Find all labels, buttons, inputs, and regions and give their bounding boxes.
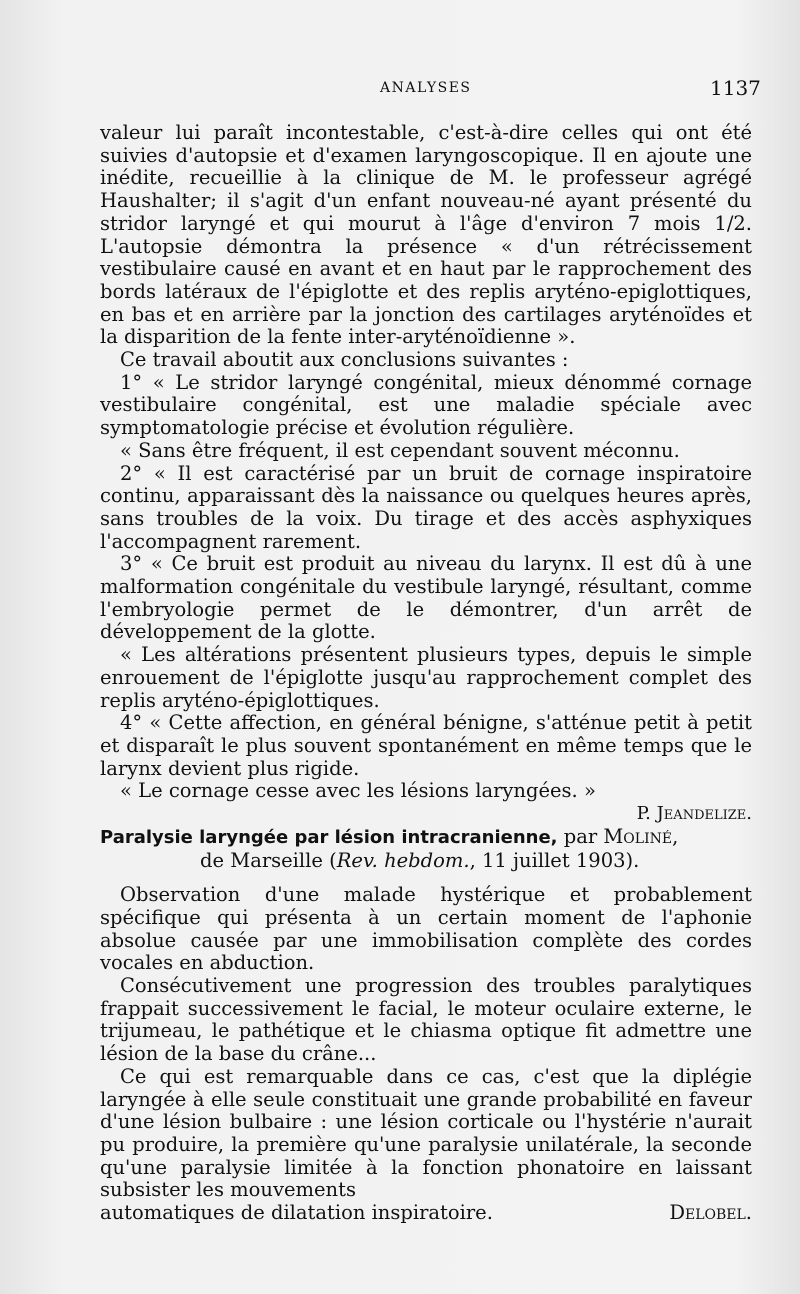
signature-name: Delobel.: [669, 1201, 752, 1225]
article-title: [100, 826, 752, 872]
paragraph: Ce travail aboutit aux conclusions suivantes :: [120, 348, 569, 372]
signature: [100, 803, 752, 826]
article-title-text: Paralysie laryngée par lésion intracranienne,: [100, 826, 558, 848]
signature-initial: P.: [636, 803, 657, 825]
reference-prefix: de Marseille (: [200, 848, 337, 872]
paragraph: 3° « Ce bruit est produit au niveau du larynx. Il est dû à une malformation congénitale du vestibule laryngé, résultant, comme l'embryologie permet de le démontrer, d'un arrêt de développement de la glotte.: [100, 552, 752, 644]
page-number: 1137: [710, 76, 761, 100]
running-title: ANALYSES: [380, 80, 472, 96]
reference-suffix: , 11 juillet 1903).: [469, 848, 640, 872]
paragraph: 1° « Le stridor laryngé congénital, mieux dénommé cornage vestibulaire congénital, est une maladie spéciale avec symptomatologie précise et évolution régulière.: [100, 370, 752, 440]
article-body: [100, 122, 752, 1225]
paragraph: « Sans être fréquent, il est cependant souvent méconnu.: [120, 438, 680, 462]
paragraph: Observation d'une malade hystérique et probablement spécifique qui présenta à un certain moment de l'aphonie absolue causée par une immobilisation complète des cordes vocales en abduction.: [100, 883, 752, 975]
author-prefix: par: [557, 824, 604, 848]
signature-name: Jeandelize.: [656, 803, 752, 825]
running-head: [0, 76, 800, 100]
reference-line: [100, 850, 752, 873]
paragraph: « Le cornage cesse avec les lésions laryngées. »: [120, 779, 596, 803]
paragraph: Ce qui est remarquable dans ce cas, c'est que la diplégie laryngée à elle seule constituait une grande probabilité en faveur d'une lésion bulbaire : une lésion corticale ou l'hystérie n'aurait pu produire, la première qu'une paralysie unilatérale, la seconde qu'une paralysie limitée à la fonction phonatoire en laissant subsister les mouvements: [100, 1064, 752, 1202]
journal-name: Rev. hebdom.: [336, 848, 470, 872]
final-line: [100, 1202, 752, 1225]
paragraph: 4° « Cette affection, en général bénigne, s'atténue petit à petit et disparaît le plus souvent spontanément en même temps que le larynx devient plus rigide.: [100, 711, 752, 780]
paragraph: Consécutivement une progression des troubles paralytiques frappait successivement le facial, le moteur oculaire externe, le trijumeau, le pathétique et le chiasma optique fit admettre une lésion de la base du crâne...: [100, 974, 752, 1066]
paragraph: « Les altérations présentent plusieurs types, depuis le simple enrouement de l'épiglotte jusqu'au rapprochement complet des replis aryténo-épiglottiques.: [100, 643, 752, 712]
author-name: Moliné,: [603, 824, 679, 848]
paragraph: valeur lui paraît incontestable, c'est-à-dire celles qui ont été suivies d'autopsie et d'examen laryngoscopique. Il en ajoute une inédite, recueillie à la clinique de M. le professeur agrégé Haushalter; il s'agit d'un enfant nouveau-né ayant présenté du stridor laryngé et qui mourut à l'âge d'environ 7 mois 1/2. L'autopsie démontra la présence « d'un rétrécissement vestibulaire causé en avant et en haut par le rapprochement des bords latéraux de l'épiglotte et des replis aryténo-epiglottiques, en bas et en arrière par la jonction des cartilages aryténoïdes et la disparition de la fente inter-aryténoïdienne ».: [100, 121, 752, 349]
final-line-text: automatiques de dilatation inspiratoire.: [100, 1201, 493, 1225]
paragraph: 2° « Il est caractérisé par un bruit de cornage inspiratoire continu, apparaissant dès la naissance ou quelques heures après, sans troubles de la voix. Du tirage et des accès asphyxiques l'accompagnent rarement.: [100, 461, 752, 553]
